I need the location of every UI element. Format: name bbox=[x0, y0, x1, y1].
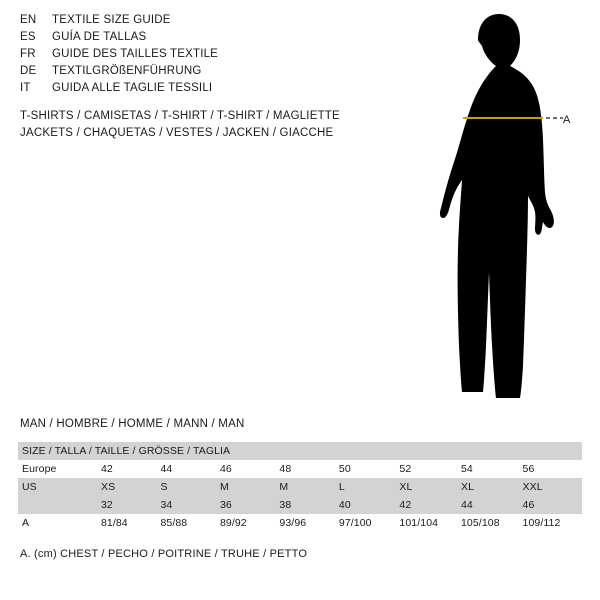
table-row bbox=[18, 496, 582, 514]
language-title: GUIDA ALLE TAGLIE TESSILI bbox=[52, 82, 213, 94]
cell: 85/88 bbox=[160, 517, 188, 529]
cell: XXL bbox=[522, 481, 543, 493]
cell: 32 bbox=[100, 499, 113, 511]
cell: 81/84 bbox=[100, 517, 128, 529]
language-code: IT bbox=[20, 82, 31, 94]
cell: 89/92 bbox=[219, 517, 247, 529]
cell: 40 bbox=[338, 499, 351, 511]
cell: 50 bbox=[338, 463, 351, 475]
cell: S bbox=[160, 481, 168, 493]
table-row bbox=[18, 460, 582, 478]
language-row bbox=[20, 65, 380, 82]
cell: 46 bbox=[219, 463, 232, 475]
garment-category-list bbox=[20, 110, 420, 144]
cell: 42 bbox=[100, 463, 113, 475]
language-code: ES bbox=[20, 31, 36, 43]
cell: 38 bbox=[279, 499, 292, 511]
language-row bbox=[20, 82, 380, 99]
language-title: GUÍA DE TALLAS bbox=[52, 31, 147, 43]
cell: XL bbox=[460, 481, 475, 493]
language-row bbox=[20, 14, 380, 31]
language-title: TEXTILGRÖßENFÜHRUNG bbox=[52, 65, 202, 77]
table-row bbox=[18, 478, 582, 496]
cell: 52 bbox=[399, 463, 412, 475]
cell: M bbox=[279, 481, 289, 493]
size-table-body bbox=[18, 460, 582, 532]
cell: 97/100 bbox=[338, 517, 372, 529]
language-title: TEXTILE SIZE GUIDE bbox=[52, 14, 171, 26]
measurement-footnote: A. (cm) CHEST / PECHO / POITRINE / TRUHE / PETTO bbox=[20, 548, 308, 560]
language-code: DE bbox=[20, 65, 37, 77]
language-code: EN bbox=[20, 14, 37, 26]
cell: 105/108 bbox=[460, 517, 500, 529]
row-label: A bbox=[22, 517, 30, 529]
table-title: MAN / HOMBRE / HOMME / MANN / MAN bbox=[20, 418, 245, 430]
cell: 101/104 bbox=[399, 517, 439, 529]
table-row bbox=[18, 514, 582, 532]
cell: 42 bbox=[399, 499, 412, 511]
male-silhouette-figure bbox=[400, 10, 600, 410]
row-label: US bbox=[22, 481, 37, 493]
cell: M bbox=[219, 481, 229, 493]
cell: 93/96 bbox=[279, 517, 307, 529]
cell: XL bbox=[399, 481, 413, 493]
cell: XS bbox=[100, 481, 116, 493]
size-table-header-label: SIZE / TALLA / TAILLE / GRÖSSE / TAGLIA bbox=[22, 445, 231, 457]
cell: L bbox=[338, 481, 345, 493]
row-label: Europe bbox=[22, 463, 57, 475]
cell: 44 bbox=[460, 499, 473, 511]
cell: 34 bbox=[160, 499, 173, 511]
language-code: FR bbox=[20, 48, 36, 60]
size-table bbox=[18, 442, 582, 532]
category-jackets: JACKETS / CHAQUETAS / VESTES / JACKEN / GIACCHE bbox=[20, 127, 334, 139]
cell: 46 bbox=[522, 499, 535, 511]
silhouette-icon bbox=[400, 10, 600, 410]
row-label bbox=[18, 496, 99, 514]
cell: 48 bbox=[279, 463, 292, 475]
cell: 54 bbox=[460, 463, 473, 475]
cell: 56 bbox=[522, 463, 535, 475]
cell: 44 bbox=[160, 463, 173, 475]
language-list bbox=[20, 14, 380, 99]
size-table-head bbox=[18, 442, 582, 460]
cell: 109/112 bbox=[522, 517, 561, 529]
category-tshirts: T-SHIRTS / CAMISETAS / T-SHIRT / T-SHIRT / MAGLIETTE bbox=[20, 110, 340, 122]
language-row bbox=[20, 48, 380, 65]
language-row bbox=[20, 31, 380, 48]
language-title: GUIDE DES TAILLES TEXTILE bbox=[52, 48, 219, 60]
cell: 36 bbox=[219, 499, 232, 511]
table-header-row bbox=[18, 442, 582, 460]
callout-label-a: A bbox=[563, 114, 571, 126]
